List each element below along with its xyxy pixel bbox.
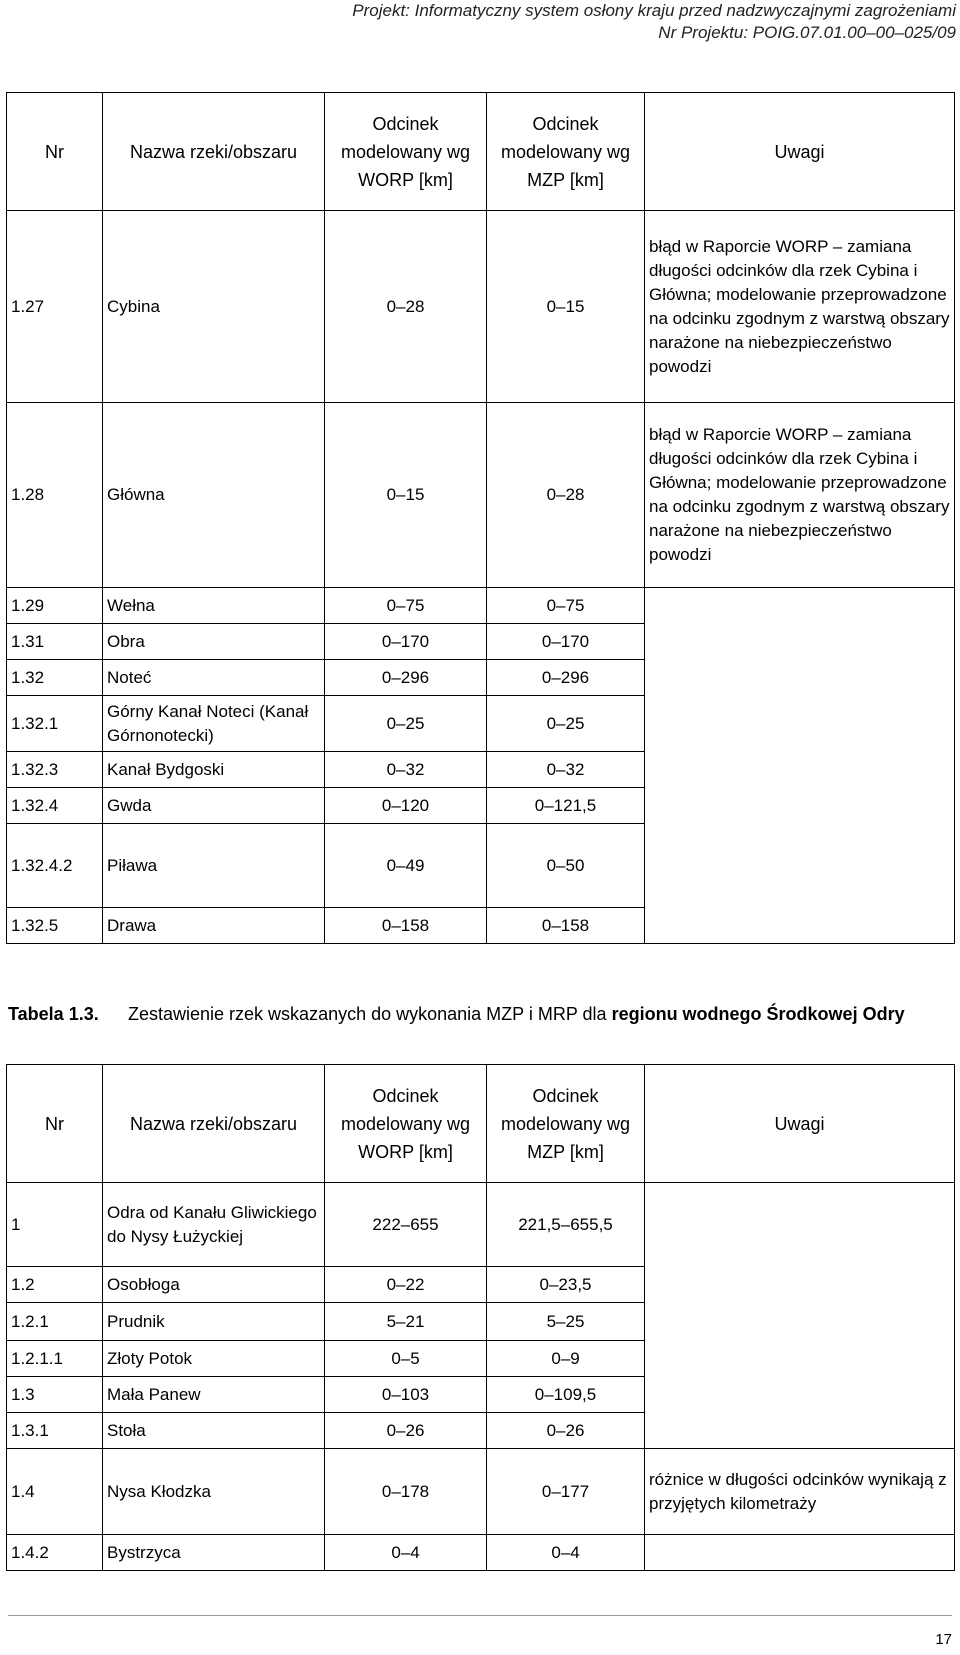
cell-nr: 1.4.2 bbox=[7, 1535, 103, 1571]
cell-name: Osobłoga bbox=[103, 1267, 325, 1303]
table-row bbox=[7, 1183, 955, 1267]
cell-worp: 5–21 bbox=[325, 1303, 487, 1341]
cell-note-empty bbox=[645, 1535, 955, 1571]
cell-name: Cybina bbox=[103, 211, 325, 403]
caption-region: regionu wodnego Środkowej Odry bbox=[611, 1004, 905, 1024]
cell-name: Nysa Kłodzka bbox=[103, 1449, 325, 1535]
cell-mzp: 5–25 bbox=[487, 1303, 645, 1341]
cell-nr: 1.3 bbox=[7, 1377, 103, 1413]
col-header-nr: Nr bbox=[7, 93, 103, 211]
cell-mzp: 0–26 bbox=[487, 1413, 645, 1449]
cell-mzp: 0–121,5 bbox=[487, 788, 645, 824]
cell-name: Stoła bbox=[103, 1413, 325, 1449]
cell-worp: 0–4 bbox=[325, 1535, 487, 1571]
cell-mzp: 221,5–655,5 bbox=[487, 1183, 645, 1267]
rivers-table-2 bbox=[6, 1064, 955, 1571]
header-project-number: Nr Projektu: POIG.07.01.00–00–025/09 bbox=[658, 23, 956, 42]
cell-nr: 1.2.1 bbox=[7, 1303, 103, 1341]
table-row bbox=[7, 403, 955, 588]
cell-mzp: 0–23,5 bbox=[487, 1267, 645, 1303]
cell-mzp: 0–32 bbox=[487, 752, 645, 788]
col-header-notes: Uwagi bbox=[645, 1065, 955, 1183]
cell-name: Piława bbox=[103, 824, 325, 908]
cell-nr: 1.32.4.2 bbox=[7, 824, 103, 908]
cell-worp: 0–178 bbox=[325, 1449, 487, 1535]
table-caption bbox=[8, 1001, 952, 1028]
cell-worp: 0–120 bbox=[325, 788, 487, 824]
cell-nr: 1.32.3 bbox=[7, 752, 103, 788]
footer-divider bbox=[8, 1615, 952, 1616]
table-header-row bbox=[7, 1065, 955, 1183]
cell-note: różnice w długości odcinków wynikają z przyjętych kilometraży bbox=[645, 1449, 955, 1535]
cell-worp: 0–15 bbox=[325, 403, 487, 588]
cell-name: Drawa bbox=[103, 908, 325, 944]
cell-worp: 0–5 bbox=[325, 1341, 487, 1377]
cell-mzp: 0–28 bbox=[487, 403, 645, 588]
cell-note: błąd w Raporcie WORP – zamiana długości odcinków dla rzek Cybina i Główna; modelowanie przeprowadzone na odcinku zgodnym z warstwą obszary narażone na niebezpieczeństwo powodzi bbox=[645, 403, 955, 588]
cell-mzp: 0–50 bbox=[487, 824, 645, 908]
cell-name: Obra bbox=[103, 624, 325, 660]
cell-worp: 0–28 bbox=[325, 211, 487, 403]
cell-mzp: 0–4 bbox=[487, 1535, 645, 1571]
cell-name: Mała Panew bbox=[103, 1377, 325, 1413]
cell-nr: 1.4 bbox=[7, 1449, 103, 1535]
rivers-table-1 bbox=[6, 92, 955, 944]
table-row bbox=[7, 211, 955, 403]
col-header-worp: Odcinek modelowany wg WORP [km] bbox=[325, 1065, 487, 1183]
cell-name: Złoty Potok bbox=[103, 1341, 325, 1377]
cell-nr: 1.31 bbox=[7, 624, 103, 660]
col-header-nr: Nr bbox=[7, 1065, 103, 1183]
caption-label: Tabela 1.3. bbox=[8, 1004, 99, 1024]
cell-worp: 0–26 bbox=[325, 1413, 487, 1449]
table-header-row bbox=[7, 93, 955, 211]
cell-worp: 0–32 bbox=[325, 752, 487, 788]
cell-note-empty bbox=[645, 588, 955, 944]
col-header-notes: Uwagi bbox=[645, 93, 955, 211]
cell-nr: 1.32.1 bbox=[7, 696, 103, 752]
cell-nr: 1 bbox=[7, 1183, 103, 1267]
page-number: 17 bbox=[935, 1631, 952, 1648]
cell-worp: 0–49 bbox=[325, 824, 487, 908]
cell-worp: 0–158 bbox=[325, 908, 487, 944]
cell-name: Prudnik bbox=[103, 1303, 325, 1341]
cell-worp: 222–655 bbox=[325, 1183, 487, 1267]
cell-mzp: 0–15 bbox=[487, 211, 645, 403]
cell-note: błąd w Raporcie WORP – zamiana długości odcinków dla rzek Cybina i Główna; modelowanie przeprowadzone na odcinku zgodnym z warstwą obszary narażone na niebezpieczeństwo powodzi bbox=[645, 211, 955, 403]
col-header-mzp: Odcinek modelowany wg MZP [km] bbox=[487, 93, 645, 211]
cell-mzp: 0–177 bbox=[487, 1449, 645, 1535]
cell-nr: 1.2 bbox=[7, 1267, 103, 1303]
cell-nr: 1.28 bbox=[7, 403, 103, 588]
cell-nr: 1.29 bbox=[7, 588, 103, 624]
cell-worp: 0–22 bbox=[325, 1267, 487, 1303]
cell-nr: 1.2.1.1 bbox=[7, 1341, 103, 1377]
cell-note-empty bbox=[645, 1183, 955, 1449]
col-header-worp: Odcinek modelowany wg WORP [km] bbox=[325, 93, 487, 211]
cell-name: Bystrzyca bbox=[103, 1535, 325, 1571]
cell-nr: 1.32.4 bbox=[7, 788, 103, 824]
cell-worp: 0–75 bbox=[325, 588, 487, 624]
table-row bbox=[7, 1535, 955, 1571]
cell-name: Wełna bbox=[103, 588, 325, 624]
table-row bbox=[7, 588, 955, 624]
cell-worp: 0–170 bbox=[325, 624, 487, 660]
cell-nr: 1.32.5 bbox=[7, 908, 103, 944]
cell-name: Noteć bbox=[103, 660, 325, 696]
cell-name: Kanał Bydgoski bbox=[103, 752, 325, 788]
col-header-name: Nazwa rzeki/obszaru bbox=[103, 1065, 325, 1183]
table-row bbox=[7, 1449, 955, 1535]
cell-name: Odra od Kanału Gliwickiego do Nysy Łużyckiej bbox=[103, 1183, 325, 1267]
cell-mzp: 0–170 bbox=[487, 624, 645, 660]
cell-mzp: 0–75 bbox=[487, 588, 645, 624]
cell-name: Górny Kanał Noteci (Kanał Górnonotecki) bbox=[103, 696, 325, 752]
caption-body bbox=[128, 1001, 952, 1028]
cell-name: Główna bbox=[103, 403, 325, 588]
cell-mzp: 0–9 bbox=[487, 1341, 645, 1377]
cell-mzp: 0–25 bbox=[487, 696, 645, 752]
cell-name: Gwda bbox=[103, 788, 325, 824]
cell-worp: 0–103 bbox=[325, 1377, 487, 1413]
col-header-name: Nazwa rzeki/obszaru bbox=[103, 93, 325, 211]
cell-mzp: 0–109,5 bbox=[487, 1377, 645, 1413]
cell-worp: 0–296 bbox=[325, 660, 487, 696]
col-header-mzp: Odcinek modelowany wg MZP [km] bbox=[487, 1065, 645, 1183]
cell-worp: 0–25 bbox=[325, 696, 487, 752]
cell-nr: 1.32 bbox=[7, 660, 103, 696]
caption-text: Zestawienie rzek wskazanych do wykonania MZP i MRP dla bbox=[128, 1004, 607, 1024]
header-project-title: Projekt: Informatyczny system osłony kraju przed nadzwyczajnymi zagrożeniami bbox=[352, 1, 956, 20]
cell-nr: 1.27 bbox=[7, 211, 103, 403]
cell-mzp: 0–158 bbox=[487, 908, 645, 944]
cell-mzp: 0–296 bbox=[487, 660, 645, 696]
document-header bbox=[352, 0, 956, 44]
cell-nr: 1.3.1 bbox=[7, 1413, 103, 1449]
